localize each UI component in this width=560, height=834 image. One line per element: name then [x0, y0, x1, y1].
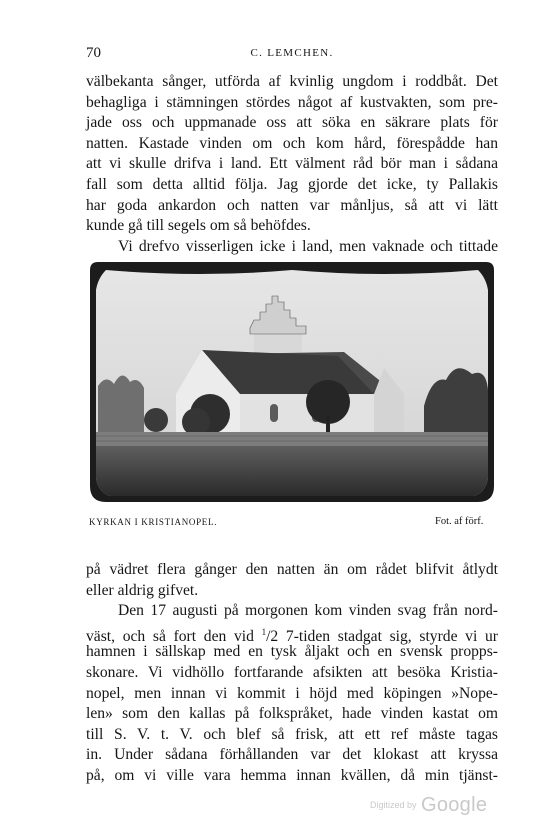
text-line: natten. Kastade vinden om och kom hård, förespådde han	[86, 134, 498, 152]
figure-caption: KYRKAN I KRISTIANOPEL.	[89, 517, 218, 527]
church-photograph	[84, 256, 500, 508]
top-paragraph	[86, 72, 498, 257]
fraction-denominator: 2	[270, 627, 279, 645]
text-line: på vädret flera gånger den natten än om rådet blifvit åtlydt	[86, 561, 498, 578]
text-line: in. Under sådana förhållanden var det klokast att kryssa	[86, 746, 498, 764]
text-line: välbekanta sånger, utförda af kvinlig ungdom i roddbåt. Det	[86, 73, 498, 90]
text-line: skonare. Vi vidhöllo fortfarande afsikten att besöka Kristia-	[86, 663, 498, 681]
text-line: eller aldrig gifvet.	[86, 581, 199, 599]
text-line: fall som detta alltid följa. Jag gjorde det icke, ty Pallakis	[86, 175, 498, 193]
text-line: att vi skulle drifva i land. Ett välment råd bör man i sådana	[86, 155, 498, 173]
text-line: len» som den kallas på folkspråket, hade vinden kastat om	[86, 705, 498, 723]
digitization-watermark	[370, 794, 487, 817]
page-header	[86, 45, 498, 65]
bottom-paragraph	[86, 560, 498, 787]
text-line: kunde gå till segels om så behöfdes.	[86, 217, 311, 235]
text-line: Den 17 augusti på morgonen kom vinden svag från nord-	[118, 602, 498, 620]
text-line: på, om vi ville vara hemma innan kvällen, då min tjänst-	[86, 766, 498, 784]
text-line: nopel, men innan vi kommit i höjd med köpingen »Nope-	[86, 684, 498, 702]
text-line: Vi drefvo visserligen icke i land, men vaknade och tittade	[118, 237, 498, 255]
text-line-with-fraction	[86, 622, 498, 643]
fraction-numerator: 1	[261, 626, 267, 637]
photo-credit: Fot. af förf.	[435, 516, 484, 527]
watermark-prefix: Digitized by	[370, 800, 417, 810]
text-line-start: väst, och så fort den vid	[86, 627, 254, 645]
text-line: behagliga i stämningen stördes något af kustvakten, som pre-	[86, 93, 498, 111]
text-line: har goda ankardon och natten var månljus, så att vi lätt	[86, 196, 498, 214]
text-line: jade oss och uppmanade oss att söka en säkrare plats för	[86, 114, 498, 132]
text-line: till S. V. t. V. och blef så frisk, att ett ref måste tagas	[86, 725, 498, 743]
page-number: 70	[86, 45, 101, 61]
watermark-brand: Google	[420, 794, 488, 816]
fraction: $^1$/2	[261, 626, 279, 645]
text-line: hamnen i sällskap med en tysk åljakt och en svensk propps-	[86, 643, 498, 661]
text-line-end: 7-tiden stadgat sig, styrde vi ur	[285, 627, 498, 645]
running-head: C. LEMCHEN.	[250, 47, 334, 59]
